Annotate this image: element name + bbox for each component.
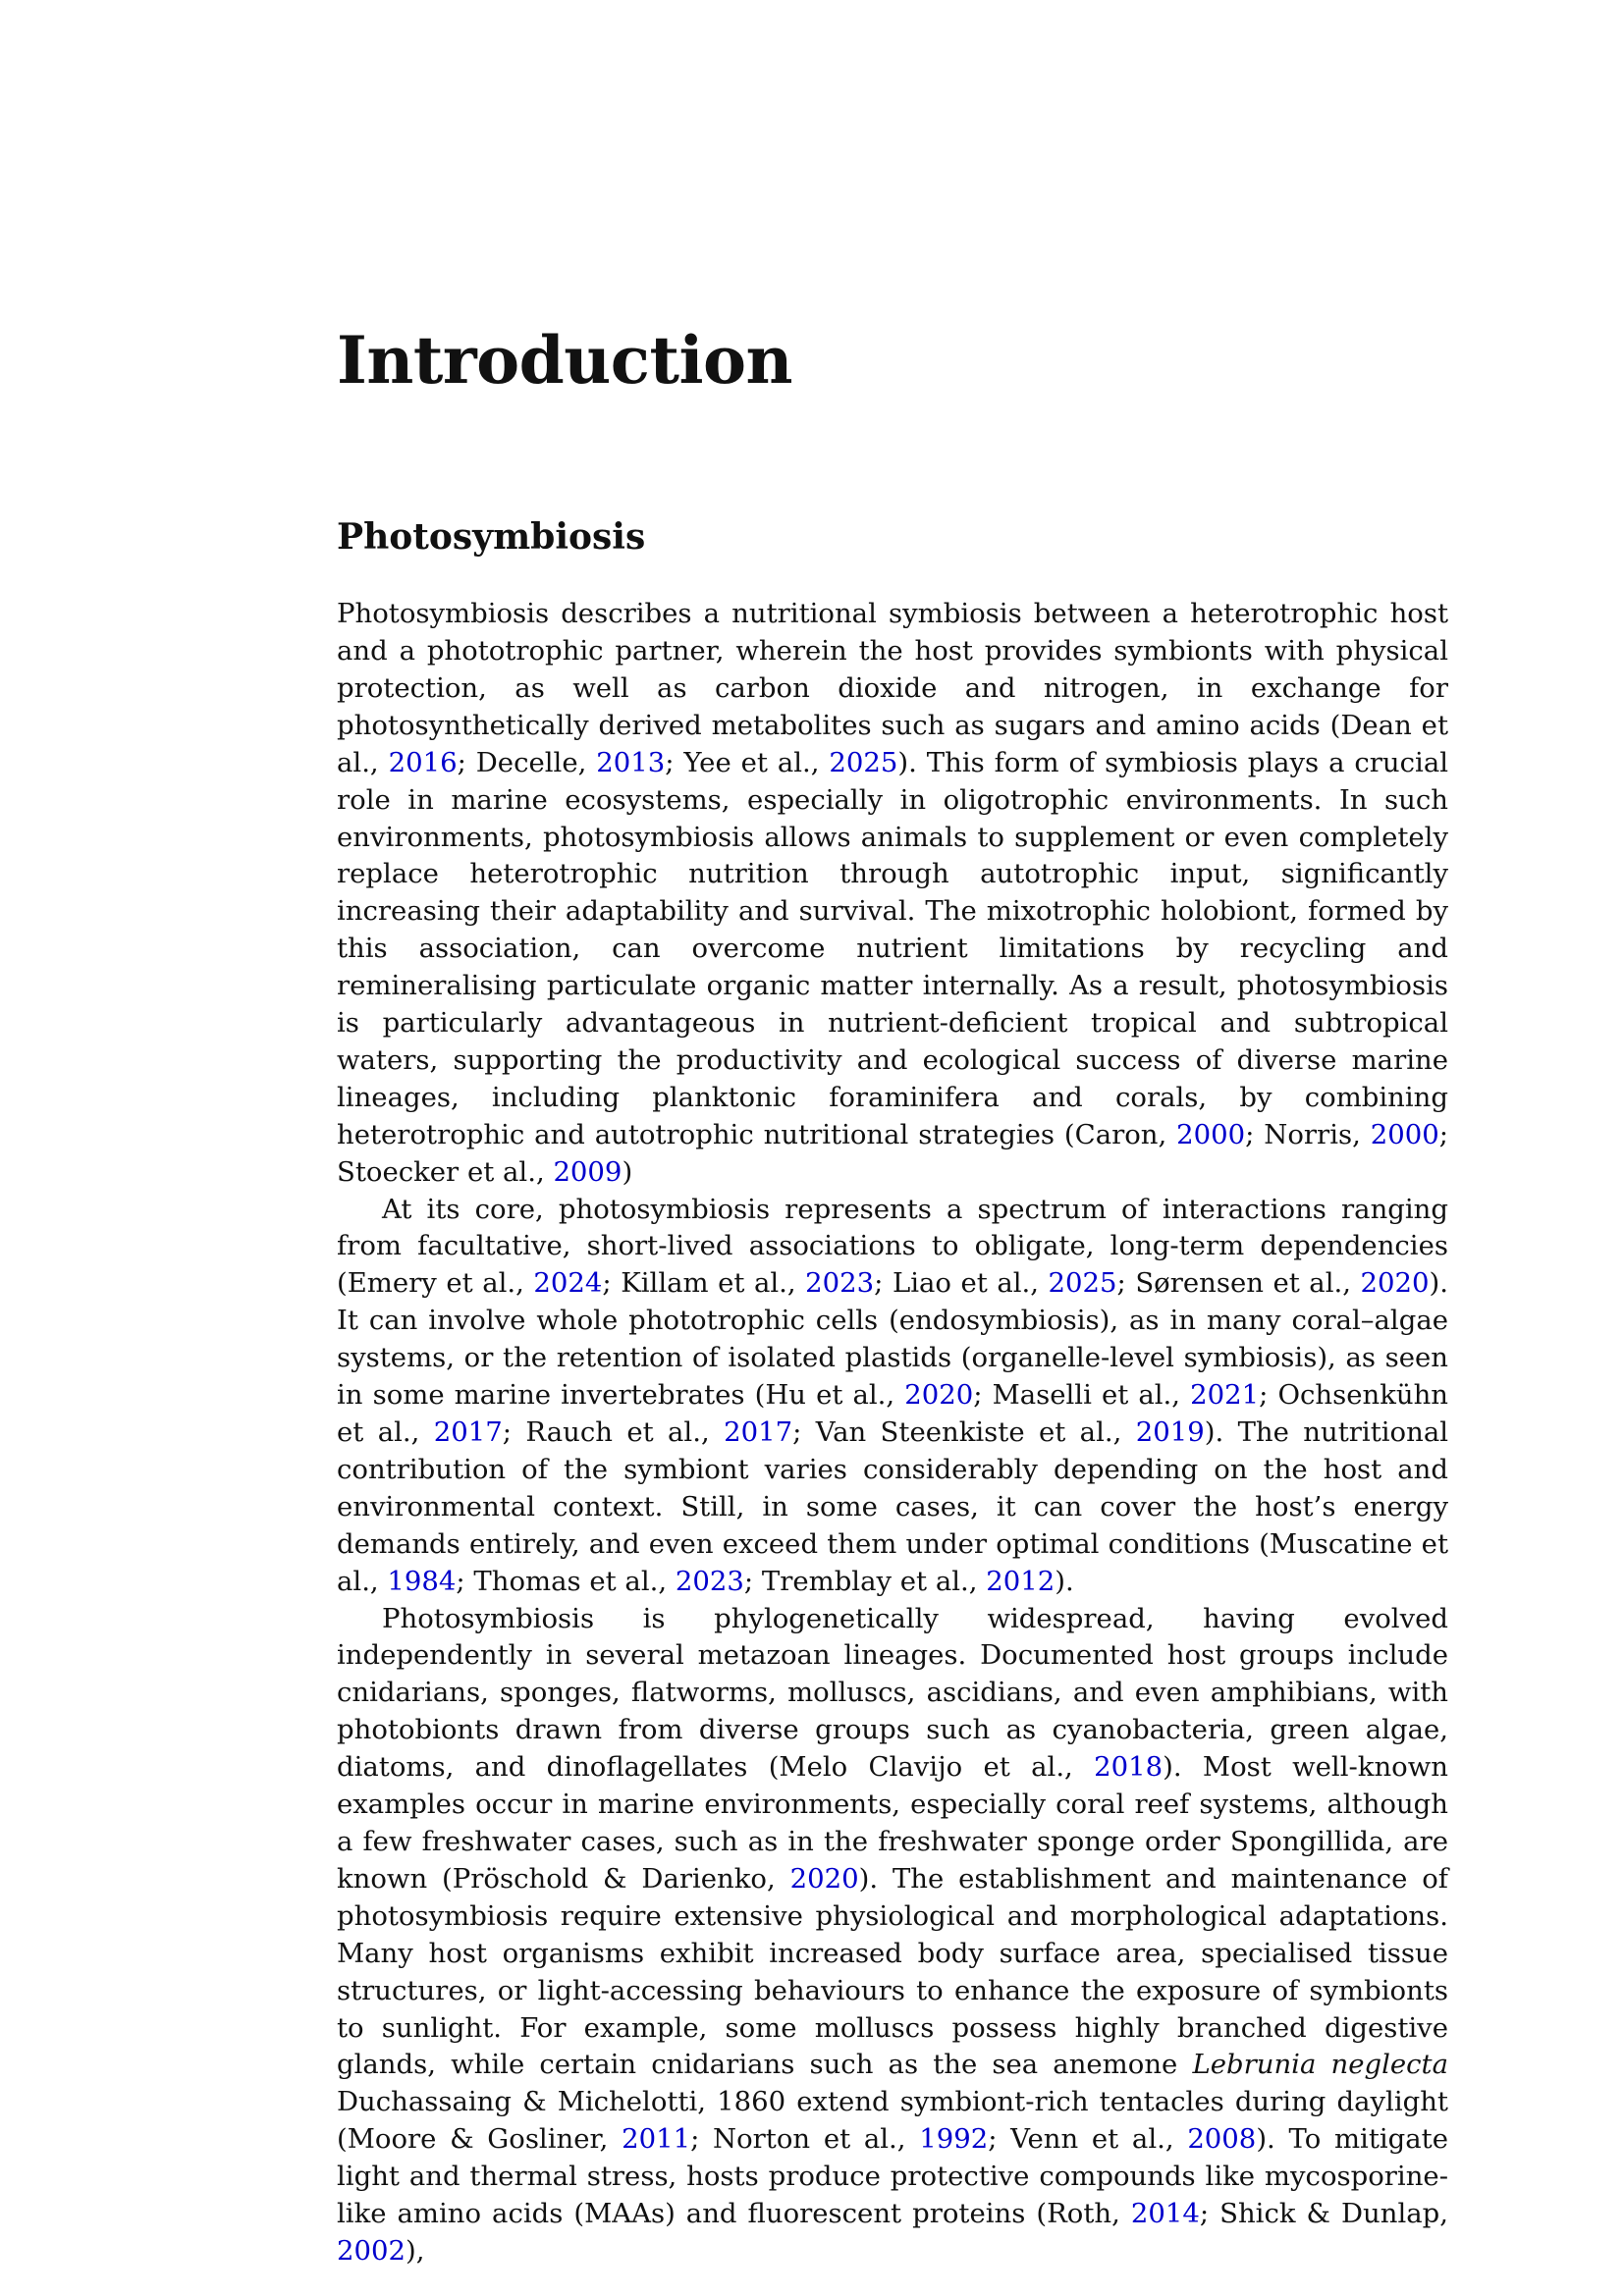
text-run: ). Most well-known examples occur in marine environments, especially coral reef systems, although a few freshwater cases, such as in the freshwater sponge order Spongillida, are known (Pröschold & Darienko,: [337, 1751, 1448, 1895]
text-run: ).: [1055, 1565, 1074, 1597]
citation-link[interactable]: 2017: [724, 1416, 793, 1449]
citation-link[interactable]: 1992: [919, 2123, 989, 2156]
section-title: Photosymbiosis: [337, 515, 646, 558]
text-run: ; Ochsenkühn et al.,: [337, 1379, 1449, 1449]
text-run: ; Van Steenkiste et al.,: [792, 1416, 1136, 1449]
citation-link[interactable]: 2009: [553, 1155, 623, 1188]
section-body: [337, 596, 1448, 2270]
text-run: ). To mitigate light and thermal stress, hosts produce protective compounds like mycosporine-like amino acids (MAAs) and fluorescent proteins (Roth,: [337, 2123, 1448, 2230]
text-run: Photosymbiosis describes a nutritional symbiosis between a heterotrophic host and a phototrophic partner, wherein the host provides symbionts with physical protection, as well as carbon dioxide and nitrogen, in exchange for photosynthetically derived metabolites such as sugars and amino acids (Dean et al.,: [337, 598, 1448, 778]
text-run: ; Venn et al.,: [988, 2123, 1188, 2156]
citation-link[interactable]: 2011: [622, 2123, 691, 2156]
citation-link[interactable]: 2012: [986, 1565, 1056, 1597]
citation-link[interactable]: 2008: [1187, 2123, 1257, 2156]
chapter-title: Introduction: [337, 322, 793, 399]
citation-link[interactable]: 2017: [433, 1416, 503, 1449]
citation-link[interactable]: 2000: [1176, 1118, 1246, 1150]
citation-link[interactable]: 2013: [596, 746, 666, 778]
citation-link[interactable]: 2025: [829, 746, 898, 778]
citation-link[interactable]: 2025: [1048, 1267, 1117, 1300]
page-content: [337, 324, 1448, 2270]
citation-link[interactable]: 2000: [1370, 1118, 1439, 1150]
citation-link[interactable]: 2020: [789, 1862, 859, 1895]
text-run: ). The establishment and maintenance of photosymbiosis require extensive physiological and morphological adaptations. Many host organisms exhibit increased body surface area, specialised tissue structures, or light-accessing behaviours to enhance the exposure of symbionts to sunlight. For example, some molluscs possess highly branched digestive glands, while certain cnidarians such as the sea anemone: [337, 1862, 1448, 2081]
text-run: ; Thomas et al.,: [456, 1565, 676, 1597]
paragraph: [337, 1601, 1448, 2270]
species-name: Lebrunia neglecta: [1192, 2049, 1448, 2081]
citation-link[interactable]: 2020: [1360, 1267, 1430, 1300]
citation-link[interactable]: 2018: [1094, 1751, 1164, 1784]
text-run: At its core, photosymbiosis represents a spectrum of interactions ranging from facultative, short-lived associations to obligate, long-term dependencies (Emery et al.,: [337, 1193, 1448, 1300]
text-run: ; Tremblay et al.,: [743, 1565, 987, 1597]
text-run: ; Norton et al.,: [690, 2123, 920, 2156]
text-run: ; Yee et al.,: [665, 746, 830, 778]
citation-link[interactable]: 2023: [675, 1565, 744, 1597]
text-run: ; Stoecker et al.,: [337, 1118, 1448, 1188]
citation-link[interactable]: 2002: [337, 2234, 406, 2267]
text-run: ). It can involve whole phototrophic cells (endosymbiosis), as in many coral–algae systems, or the retention of isolated plastids (organelle-level symbiosis), as seen in some marine invertebrates (Hu et al.,: [337, 1267, 1448, 1412]
text-run: ; Rauch et al.,: [502, 1416, 725, 1449]
citation-link[interactable]: 2016: [388, 746, 458, 778]
paragraph: [337, 596, 1448, 1192]
citation-link[interactable]: 2014: [1130, 2198, 1200, 2230]
text-run: ). The nutritional contribution of the symbiont varies considerably depending on the host and environmental context. Still, in some cases, it can cover the host’s energy demands entirely, and even exceed them under optimal conditions (Muscatine et al.,: [337, 1416, 1449, 1597]
text-run: ; Sørensen et al.,: [1116, 1267, 1361, 1300]
text-run: ; Decelle,: [457, 746, 597, 778]
citation-link[interactable]: 2019: [1135, 1416, 1205, 1449]
citation-link[interactable]: 2023: [805, 1267, 875, 1300]
citation-link[interactable]: 2024: [533, 1267, 603, 1300]
citation-link[interactable]: 2021: [1190, 1379, 1260, 1412]
text-run: ): [622, 1155, 633, 1188]
text-run: ). This form of symbiosis plays a crucial role in marine ecosystems, especially in oligotrophic environments. In such environments, photosymbiosis allows animals to supplement or even completely replace heterotrophic nutrition through autotrophic input, significantly increasing their adaptability and survival. The mixotrophic holobiont, formed by this association, can overcome nutrient limitations by recycling and remineralising particulate organic matter internally. As a result, photosymbiosis is particularly advantageous in nutrient-deficient tropical and subtropical waters, supporting the productivity and ecological success of diverse marine lineages, including planktonic foraminifera and corals, by combining heterotrophic and autotrophic nutritional strategies (Caron,: [337, 746, 1449, 1150]
text-run: ; Maselli et al.,: [973, 1379, 1191, 1412]
text-run: ),: [406, 2234, 425, 2267]
text-run: Photosymbiosis is phylogenetically widespread, having evolved independently in several metazoan lineages. Documented host groups include cnidarians, sponges, flatworms, molluscs, ascidians, and even amphibians, with photobionts drawn from diverse groups such as cyanobacteria, green algae, diatoms, and dinoflagellates (Melo Clavijo et al.,: [337, 1602, 1448, 1784]
paragraph: [337, 1192, 1448, 1601]
citation-link[interactable]: 2020: [904, 1379, 974, 1412]
text-run: ; Liao et al.,: [874, 1267, 1049, 1300]
text-run: ; Norris,: [1245, 1118, 1371, 1150]
text-run: Duchassaing & Michelotti, 1860 extend symbiont-rich tentacles during daylight (Moore & Gosliner,: [337, 2086, 1448, 2156]
text-run: ; Shick & Dunlap,: [1199, 2198, 1448, 2230]
citation-link[interactable]: 1984: [387, 1565, 457, 1597]
text-run: ; Killam et al.,: [602, 1267, 806, 1300]
